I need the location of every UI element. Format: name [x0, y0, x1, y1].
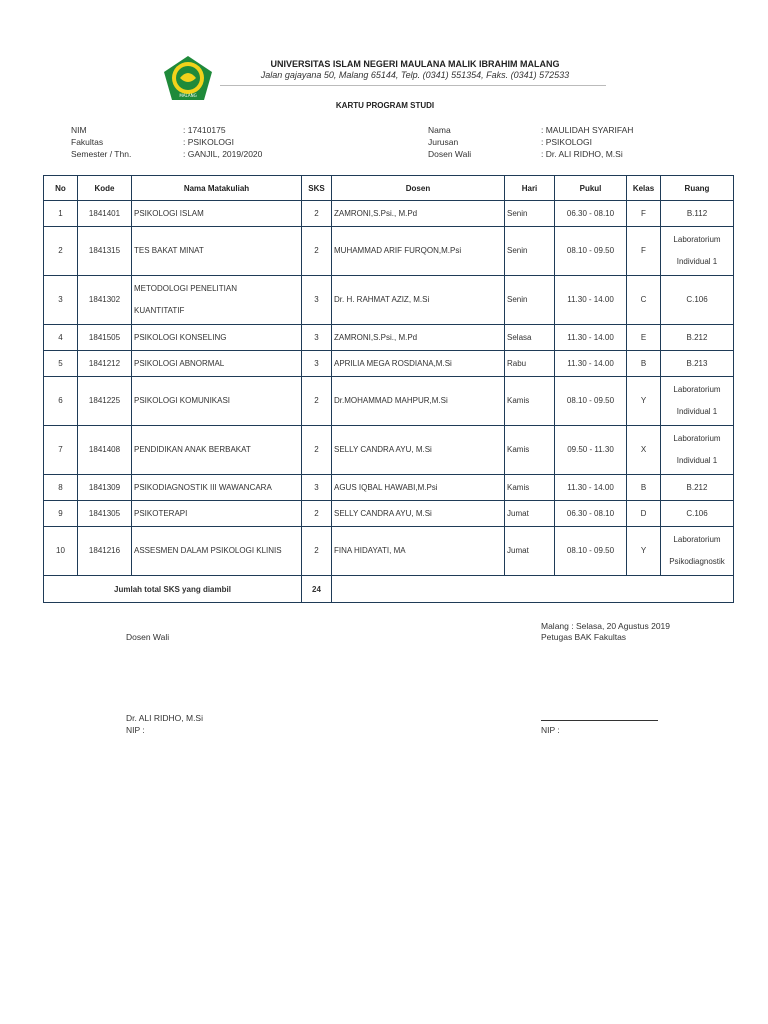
cell-ruang [661, 351, 734, 377]
cell-nama-matakuliah [132, 475, 302, 501]
cell-kode: 1841309 [78, 475, 132, 501]
cell-ruang [661, 325, 734, 351]
cell-no: 5 [44, 351, 78, 377]
cell-ruang-line: B.112 [686, 209, 708, 218]
cell-dosen: ZAMRONI,S.Psi., M.Pd [332, 201, 505, 227]
cell-sks: 2 [302, 377, 332, 426]
cell-pukul: 11.30 - 14.00 [555, 276, 627, 325]
cell-kode: 1841505 [78, 325, 132, 351]
signature-right-nip: NIP : [541, 725, 560, 735]
cell-kelas: X [627, 426, 661, 475]
info-label-nama: Nama [428, 125, 451, 135]
cell-nama-matakuliah [132, 201, 302, 227]
cell-pukul: 08.10 - 09.50 [555, 527, 627, 576]
table-row [44, 351, 734, 377]
info-value-fakultas: : PSIKOLOGI [183, 137, 235, 147]
info-label-fakultas: Fakultas [71, 137, 104, 147]
info-label-semester: Semester / Thn. [71, 149, 132, 159]
cell-kode: 1841401 [78, 201, 132, 227]
cell-pukul: 08.10 - 09.50 [555, 227, 627, 276]
cell-nama-matakuliah-line: ASSESMEN DALAM PSIKOLOGI KLINIS [134, 546, 282, 555]
cell-pukul: 11.30 - 14.00 [555, 325, 627, 351]
signature-date: Malang : Selasa, 20 Agustus 2019 [541, 621, 671, 631]
info-value-semester: : GANJIL, 2019/2020 [183, 149, 263, 159]
cell-no: 2 [44, 227, 78, 276]
table-row [44, 426, 734, 475]
logo-text: MALANG [179, 93, 197, 98]
info-label-nim: NIM [71, 125, 87, 135]
cell-ruang [661, 426, 734, 475]
info-label-jurusan: Jurusan [428, 137, 459, 147]
cell-ruang-line: B.212 [686, 333, 708, 342]
cell-ruang [661, 201, 734, 227]
total-row [44, 576, 734, 603]
university-address: Jalan gajayana 50, Malang 65144, Telp. (0341) 551354, Faks. (0341) 572533 [260, 70, 570, 80]
cell-hari: Senin [505, 276, 555, 325]
cell-sks: 2 [302, 201, 332, 227]
cell-kelas: Y [627, 527, 661, 576]
header-kelas: Kelas [627, 176, 661, 201]
cell-nama-matakuliah [132, 276, 302, 325]
cell-ruang-line: Laboratorium [673, 385, 721, 394]
cell-hari: Rabu [505, 351, 555, 377]
cell-nama-matakuliah-line: PSIKOLOGI ISLAM [134, 209, 204, 218]
cell-nama-matakuliah-line: PSIKOTERAPI [134, 509, 188, 518]
cell-nama-matakuliah [132, 527, 302, 576]
cell-kode: 1841302 [78, 276, 132, 325]
cell-ruang-line: Individual 1 [676, 257, 718, 266]
signature-right-title: Petugas BAK Fakultas [541, 632, 627, 642]
table-row [44, 325, 734, 351]
table-header-row [44, 176, 734, 201]
cell-nama-matakuliah [132, 325, 302, 351]
cell-dosen: AGUS IQBAL HAWABI,M.Psi [332, 475, 505, 501]
cell-ruang-line: Psikodiagnostik [669, 557, 725, 566]
header-sks: SKS [302, 176, 332, 201]
table-row [44, 227, 734, 276]
header-nama-matakuliah: Nama Matakuliah [132, 176, 302, 201]
cell-sks: 2 [302, 527, 332, 576]
cell-kelas: Y [627, 377, 661, 426]
cell-dosen: Dr. H. RAHMAT AZIZ, M.Si [332, 276, 505, 325]
cell-pukul: 06.30 - 08.10 [555, 201, 627, 227]
cell-ruang-line: Laboratorium [673, 535, 721, 544]
cell-hari: Selasa [505, 325, 555, 351]
cell-nama-matakuliah [132, 426, 302, 475]
cell-ruang-line: C.106 [686, 295, 708, 304]
cell-nama-matakuliah-line: PSIKOLOGI KOMUNIKASI [134, 396, 231, 405]
cell-kode: 1841408 [78, 426, 132, 475]
cell-dosen: FINA HIDAYATI, MA [332, 527, 505, 576]
header-hari: Hari [505, 176, 555, 201]
cell-kode: 1841225 [78, 377, 132, 426]
cell-ruang [661, 276, 734, 325]
cell-ruang-line: Individual 1 [676, 407, 718, 416]
cell-nama-matakuliah [132, 501, 302, 527]
cell-kode: 1841216 [78, 527, 132, 576]
cell-ruang [661, 475, 734, 501]
cell-nama-matakuliah-line: PSIKOLOGI KONSELING [134, 333, 227, 342]
document-title: KARTU PROGRAM STUDI [335, 101, 435, 110]
cell-sks: 2 [302, 501, 332, 527]
cell-ruang-line: Laboratorium [673, 235, 721, 244]
header-dosen: Dosen [332, 176, 505, 201]
cell-nama-matakuliah-line: METODOLOGI PENELITIAN [134, 284, 237, 293]
cell-no: 8 [44, 475, 78, 501]
course-table [43, 175, 734, 603]
cell-kelas: D [627, 501, 661, 527]
info-value-nim: : 17410175 [183, 125, 226, 135]
cell-ruang-line: Laboratorium [673, 434, 721, 443]
cell-nama-matakuliah [132, 377, 302, 426]
cell-nama-matakuliah-line: KUANTITATIF [134, 306, 185, 315]
cell-pukul: 11.30 - 14.00 [555, 475, 627, 501]
cell-no: 10 [44, 527, 78, 576]
cell-no: 9 [44, 501, 78, 527]
cell-dosen: ZAMRONI,S.Psi., M.Pd [332, 325, 505, 351]
cell-nama-matakuliah-line: TES BAKAT MINAT [134, 246, 204, 255]
cell-ruang [661, 501, 734, 527]
cell-dosen: SELLY CANDRA AYU, M.Si [332, 501, 505, 527]
info-value-nama: : MAULIDAH SYARIFAH [541, 125, 634, 135]
signature-left-nip: NIP : [126, 725, 145, 735]
cell-hari: Senin [505, 227, 555, 276]
cell-hari: Kamis [505, 475, 555, 501]
total-sks: 24 [302, 576, 332, 603]
cell-hari: Jumat [505, 527, 555, 576]
header-kode: Kode [78, 176, 132, 201]
info-value-jurusan: : PSIKOLOGI [541, 137, 593, 147]
cell-kelas: F [627, 227, 661, 276]
info-label-dosen-wali: Dosen Wali [428, 149, 472, 159]
cell-no: 6 [44, 377, 78, 426]
university-logo [162, 54, 214, 102]
cell-nama-matakuliah-line: PSIKOLOGI ABNORMAL [134, 359, 225, 368]
cell-dosen: SELLY CANDRA AYU, M.Si [332, 426, 505, 475]
cell-kode: 1841315 [78, 227, 132, 276]
cell-sks: 3 [302, 351, 332, 377]
cell-pukul: 08.10 - 09.50 [555, 377, 627, 426]
header-divider [220, 85, 606, 86]
cell-ruang [661, 527, 734, 576]
signature-line [541, 720, 658, 721]
cell-dosen: Dr.MOHAMMAD MAHPUR,M.Si [332, 377, 505, 426]
cell-hari: Kamis [505, 426, 555, 475]
cell-kelas: B [627, 475, 661, 501]
cell-nama-matakuliah [132, 227, 302, 276]
header-pukul: Pukul [555, 176, 627, 201]
table-row [44, 276, 734, 325]
cell-no: 1 [44, 201, 78, 227]
cell-ruang-line: C.106 [686, 509, 708, 518]
table-row [44, 475, 734, 501]
cell-kelas: E [627, 325, 661, 351]
cell-kelas: B [627, 351, 661, 377]
cell-ruang-line: Individual 1 [676, 456, 718, 465]
table-row [44, 201, 734, 227]
total-label: Jumlah total SKS yang diambil [44, 576, 302, 603]
cell-ruang-line: B.212 [686, 483, 708, 492]
cell-ruang [661, 227, 734, 276]
cell-hari: Senin [505, 201, 555, 227]
cell-dosen: MUHAMMAD ARIF FURQON,M.Psi [332, 227, 505, 276]
cell-pukul: 09.50 - 11.30 [555, 426, 627, 475]
cell-pukul: 11.30 - 14.00 [555, 351, 627, 377]
cell-hari: Kamis [505, 377, 555, 426]
signature-left-title: Dosen Wali [126, 632, 170, 642]
cell-hari: Jumat [505, 501, 555, 527]
cell-sks: 3 [302, 475, 332, 501]
cell-ruang [661, 377, 734, 426]
cell-sks: 3 [302, 325, 332, 351]
table-row [44, 377, 734, 426]
cell-dosen: APRILIA MEGA ROSDIANA,M.Si [332, 351, 505, 377]
university-name: UNIVERSITAS ISLAM NEGERI MAULANA MALIK IBRAHIM MALANG [270, 59, 560, 69]
cell-kode: 1841305 [78, 501, 132, 527]
cell-nama-matakuliah-line: PSIKODIAGNOSTIK III WAWANCARA [134, 483, 272, 492]
cell-sks: 2 [302, 426, 332, 475]
cell-kelas: F [627, 201, 661, 227]
table-row [44, 501, 734, 527]
cell-kode: 1841212 [78, 351, 132, 377]
signature-left-name: Dr. ALI RIDHO, M.Si [126, 713, 203, 723]
cell-nama-matakuliah-line: PENDIDIKAN ANAK BERBAKAT [134, 445, 251, 454]
cell-no: 4 [44, 325, 78, 351]
info-value-dosen-wali: : Dr. ALI RIDHO, M.Si [541, 149, 623, 159]
cell-sks: 2 [302, 227, 332, 276]
cell-ruang-line: B.213 [686, 359, 708, 368]
cell-pukul: 06.30 - 08.10 [555, 501, 627, 527]
header-no: No [44, 176, 78, 201]
header-ruang: Ruang [661, 176, 734, 201]
cell-sks: 3 [302, 276, 332, 325]
cell-nama-matakuliah [132, 351, 302, 377]
cell-kelas: C [627, 276, 661, 325]
cell-no: 7 [44, 426, 78, 475]
table-row [44, 527, 734, 576]
cell-no: 3 [44, 276, 78, 325]
total-empty-cell [332, 576, 734, 603]
